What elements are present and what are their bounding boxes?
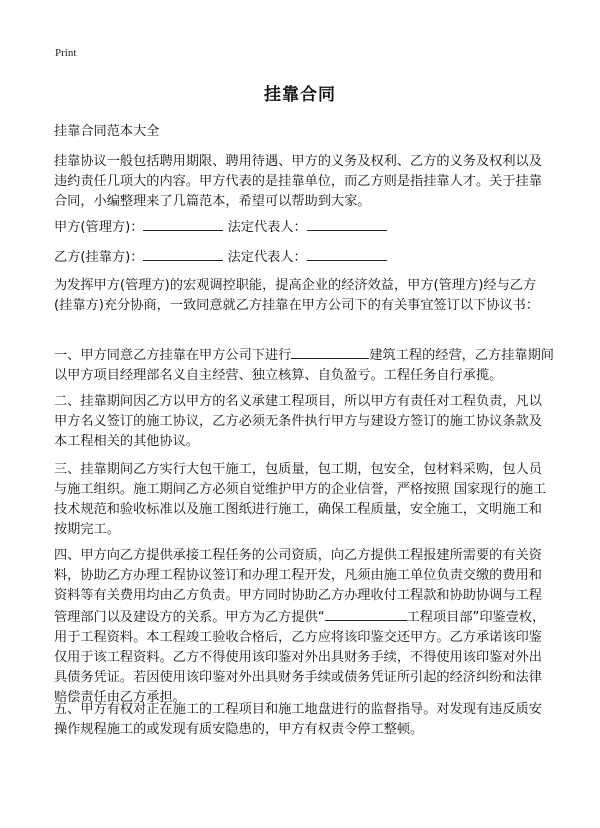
- clause-3-text: 三、挂靠期间乙方实行大包干施工，包质量，包工期，包安全，包材料采购，包人员与施工组织。施工期间乙方必须自觉维护甲方的企业信誉，严格按照 国家现行的施工技术规范和验收标准以及施工图纸进行施工，确保工程质量，安全施工，文明施工和按期完工。: [54, 462, 547, 537]
- clause-4-text-before: 四、甲方向乙方提供承接工程任务的公司资质，向乙方提供工程报建所需要的有关资料，协助乙方办理工程协议签订和办理工程开发，凡须由施工单位负责交缴的费用和资料等有关费用均由乙方负责。甲方同时协助乙方办理收付工程款和协助协调与工程管理部门以及建设方的关系。甲方为乙方提供“: [54, 548, 542, 625]
- party-a-rep-label: 法定代表人：: [227, 220, 307, 235]
- party-b-line: [54, 246, 554, 268]
- clause-4-blank: [325, 606, 407, 621]
- party-b-label: 乙方(挂靠方)：: [54, 250, 144, 265]
- subtitle-text: 挂靠合同范本大全: [54, 124, 160, 139]
- clause-1: [54, 344, 554, 386]
- party-a-line: [54, 216, 554, 238]
- party-b-rep-blank: [307, 246, 387, 261]
- clause-4: [54, 546, 554, 708]
- document-title: 挂靠合同: [264, 85, 336, 105]
- preamble-paragraph: [54, 276, 554, 316]
- party-a-rep-blank: [307, 216, 387, 231]
- party-b-name-blank: [143, 246, 223, 261]
- intro-paragraph: [54, 152, 554, 212]
- party-a-label: 甲方(管理方)：: [54, 220, 144, 235]
- print-link[interactable]: Print: [55, 47, 77, 59]
- clause-5-text: 五、甲方有权对正在施工的工程项目和施工地盘进行的监督指导。对发现有违反质安操作规程施工的或发现有质安隐患的，甲方有权责令停工整顿。: [54, 702, 542, 737]
- party-b-rep-label: 法定代表人：: [227, 250, 307, 265]
- clause-1-blank: [291, 344, 369, 359]
- clause-2: [54, 392, 554, 452]
- intro-text: 挂靠协议一般包括聘用期限、聘用待遇、甲方的义务及权利、乙方的义务及权利以及违约责任几项大的内容。甲方代表的是挂靠单位，而乙方则是指挂靠人才。关于挂靠合同，小编整理来了几篇范本，希望可以帮助到大家。: [54, 154, 542, 209]
- preamble-text: 为发挥甲方(管理方)的宏观调控职能，提高企业的经济效益，甲方(管理方)经与乙方(挂靠方)充分协商，一致同意就乙方挂靠在甲方公司下的有关事宜签订以下协议书：: [54, 278, 540, 313]
- clause-2-text: 二、挂靠期间因乙方以甲方的名义承建工程项目，所以甲方有责任对工程负责，凡以甲方名义签订的施工协议，乙方必须无条件执行甲方与建设方签订的施工协议条款及本工程相关的其他协议。: [54, 394, 542, 449]
- clause-4-text-after: 工程项目部”印鉴壹枚，用于工程资料。本工程竣工验收合格后，乙方应将该印鉴交还甲方。乙方承诺该印鉴仅用于该工程资料。乙方不得使用该印鉴对外出具财务手续，不得使用该印鉴对外出具债务凭证。若因使用该印鉴对外出具财务手续或债务凭证所引起的经济纠纷和法律赔偿责任由乙方承担。: [54, 610, 546, 705]
- party-a-name-blank: [143, 216, 223, 231]
- clause-1-text-after: 建筑工程的经营，乙方挂靠期间以甲方项目经理部名义自主经营、独立核算、自负盈亏。工程任务自行承揽。: [54, 348, 554, 383]
- clause-1-text-before: 一、甲方同意乙方挂靠在甲方公司下进行: [54, 348, 292, 363]
- clause-3: [54, 460, 554, 540]
- document-subtitle: [54, 122, 554, 142]
- clause-5: [54, 700, 554, 740]
